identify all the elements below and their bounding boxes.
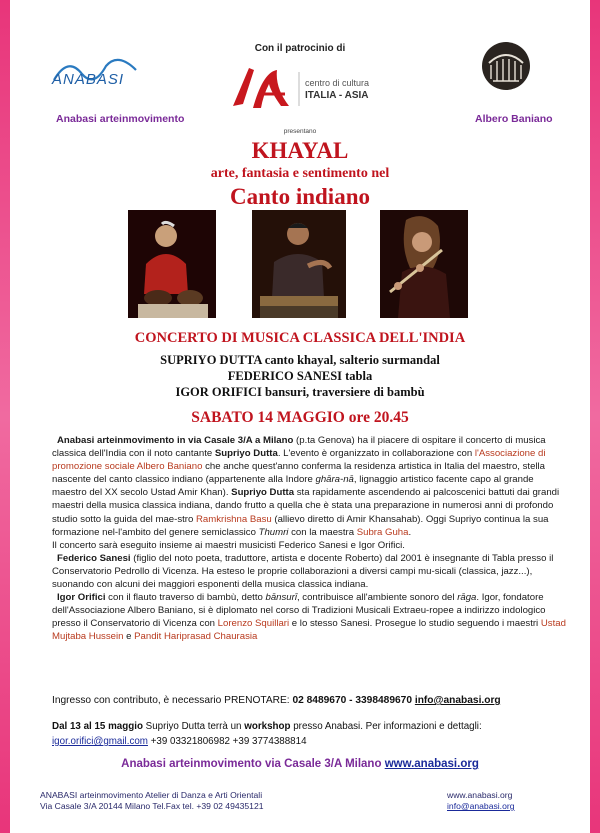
text: Anabasi arteinmovimento via Casale 3/A Milano — [121, 758, 385, 770]
patronage-text: Con il patrocinio di — [254, 43, 346, 54]
text: sta rapidamente ascendendo ai palcoscenici battuti dai grandi maestri della musica classica indiana, dando frutto a quella che è stata una preparazione in numerosi anni di profondo studio sotto la guida del mae-stro — [52, 487, 560, 525]
text: con la maestra — [288, 526, 357, 538]
sanesi-name: Federico Sanesi — [57, 552, 131, 564]
anabasi-logo-text: ANABASI — [52, 71, 125, 88]
teacher-name: Subra Guha — [356, 526, 409, 538]
text: (figlio del noto poeta, traduttore, artista e docente Roberto) dal 2001 è insegnante di Tabla presso il Conservatorio Pedrollo di Vicenza. Ha esteso le proprie collaborazioni a diversi campi mu-sicali (classica, jazz...), suonando con alcuni dei maggiori esponenti della musica classica indiana. — [52, 552, 554, 591]
booking-email-link[interactable]: info@anabasi.org — [414, 695, 501, 706]
bansuri-term: bānsurī — [265, 592, 297, 604]
workshop-line — [52, 719, 572, 734]
text: presso Anabasi. Per informazioni e dettagli: — [290, 721, 482, 732]
subtitle-canto: Canto indiano — [230, 184, 370, 209]
workshop-info — [52, 719, 572, 749]
photo-flute-player — [380, 210, 468, 318]
photo-singer — [252, 210, 346, 318]
footer-line: Via Casale 3/A 20144 Milano Tel.Fax tel. +39 02 49435121 — [40, 801, 264, 811]
artists-list — [10, 352, 590, 400]
teacher-name: Ramkrishna Basu — [196, 513, 272, 525]
footer-right — [447, 790, 515, 812]
centro-logo-line1: centro di cultura — [305, 78, 370, 88]
workshop-phones: +39 03321806982 +39 3774388814 — [147, 736, 307, 747]
photo-tabla-player — [128, 210, 216, 318]
teacher-name: Ustad Mujtaba Hussein — [52, 618, 566, 643]
association-name: l'Associazione di promozione sociale Albero Baniano — [52, 448, 546, 473]
event-description — [52, 434, 570, 644]
event-date: SABATO 14 MAGGIO ore 20.45 — [191, 409, 409, 426]
paragraph-sanesi — [52, 552, 570, 591]
albero-baniano-label: Albero Baniano — [475, 113, 553, 125]
workshop-label: workshop — [244, 721, 291, 732]
text: e lo stesso Sanesi. Prosegue lo studio seguendo i maestri — [289, 618, 541, 630]
concert-heading: CONCERTO DI MUSICA CLASSICA DELL'INDIA — [134, 330, 466, 346]
teacher-name: Pandit Hariprasad Chaurasia — [134, 631, 258, 643]
anabasi-label: Anabasi arteinmovimento — [56, 113, 185, 125]
albero-baniano-logo — [481, 41, 531, 91]
centro-logo-line2: ITALIA - ASIA — [305, 90, 369, 101]
workshop-contact — [52, 734, 572, 749]
singer-name: Supriyo Dutta — [214, 448, 278, 460]
artist-line: IGOR ORIFICI bansuri, traversiere di bambù — [175, 385, 425, 399]
subtitle: arte, fantasia e sentimento nel — [210, 166, 390, 181]
text: (p.ta Genova) ha il piacere di ospitare il concerto di musica classica dell'India con il noto cantante — [52, 435, 546, 460]
website-link[interactable]: www.anabasi.org — [384, 758, 479, 770]
booking-info — [52, 695, 501, 706]
raga-term: rāga — [457, 592, 477, 604]
paragraph-orifici — [52, 591, 570, 643]
text: e — [123, 631, 135, 643]
poster — [10, 0, 590, 833]
thumri-term: Thumri — [258, 526, 289, 538]
orifici-name: Igor Orifici — [57, 592, 106, 604]
text: . Igor, fondatore dell'Associazione Albero Baniano, si è diplomato nel corso di Tradizioni Musicali Extraeu-ropee a indirizzo indologico presso il Conservatorio di Vicenza con — [52, 592, 546, 630]
artist-line: SUPRIYO DUTTA canto khayal, salterio surmandal — [160, 353, 440, 367]
text: , lignaggio artistico facente capo al grande maestro del XX secolo Ustad Amir Khan). — [52, 474, 534, 499]
text: , contribuisce all'ambiente sonoro del — [296, 592, 458, 604]
right-pink-border — [590, 0, 600, 833]
footer-left — [40, 790, 264, 812]
teacher-name: Lorenzo Squillari — [217, 618, 290, 630]
left-pink-border — [0, 0, 10, 833]
artist-line: FEDERICO SANESI tabla — [227, 369, 373, 383]
footer-address — [10, 758, 590, 770]
gharana-term: ghāra-nā — [315, 474, 354, 486]
presenta-text: presentano — [283, 128, 317, 135]
centro-cultura-logo — [223, 58, 383, 118]
text: . L'evento è organizzato in collaborazione con — [277, 448, 475, 460]
main-title: KHAYAL — [251, 138, 349, 163]
paragraph-ensemble: Il concerto sarà eseguito insieme ai maestri musicisti Federico Sanesi e Igor Orifici. — [52, 539, 405, 551]
text: Ingresso con contributo, è necessario PRENOTARE: — [52, 695, 293, 706]
text: con il flauto traverso di bambù, detto — [105, 592, 266, 604]
text: (allievo diretto di Amir Khansahab). Oggi Supriyo continua la sua formazione nel-l'ambito del genere semiclassico — [52, 513, 549, 538]
text: . — [408, 526, 412, 538]
workshop-email-link[interactable]: igor.orifici@gmail.com — [52, 736, 148, 747]
workshop-dates: Dal 13 al 15 maggio — [52, 721, 143, 732]
paragraph-intro — [52, 434, 570, 539]
footer-email-link[interactable]: info@anabasi.org — [447, 801, 515, 811]
anabasi-logo — [48, 50, 144, 94]
booking-phone: 02 8489670 - 3398489670 — [292, 695, 413, 706]
text: Supriyo Dutta terrà un — [142, 721, 245, 732]
footer-line: ANABASI arteinmovimento Atelier di Danza e Arti Orientali — [40, 790, 263, 800]
footer-website[interactable]: www.anabasi.org — [447, 790, 513, 800]
text: che anche quest'anno conferma la residenza artistica in Italia del maestro, stella nascente del canto classico indiano (appartenente alla Indore — [52, 461, 546, 486]
venue-bold: Anabasi arteinmovimento in via Casale 3/A a Milano — [57, 435, 294, 446]
singer-name: Supriyo Dutta — [231, 487, 295, 499]
